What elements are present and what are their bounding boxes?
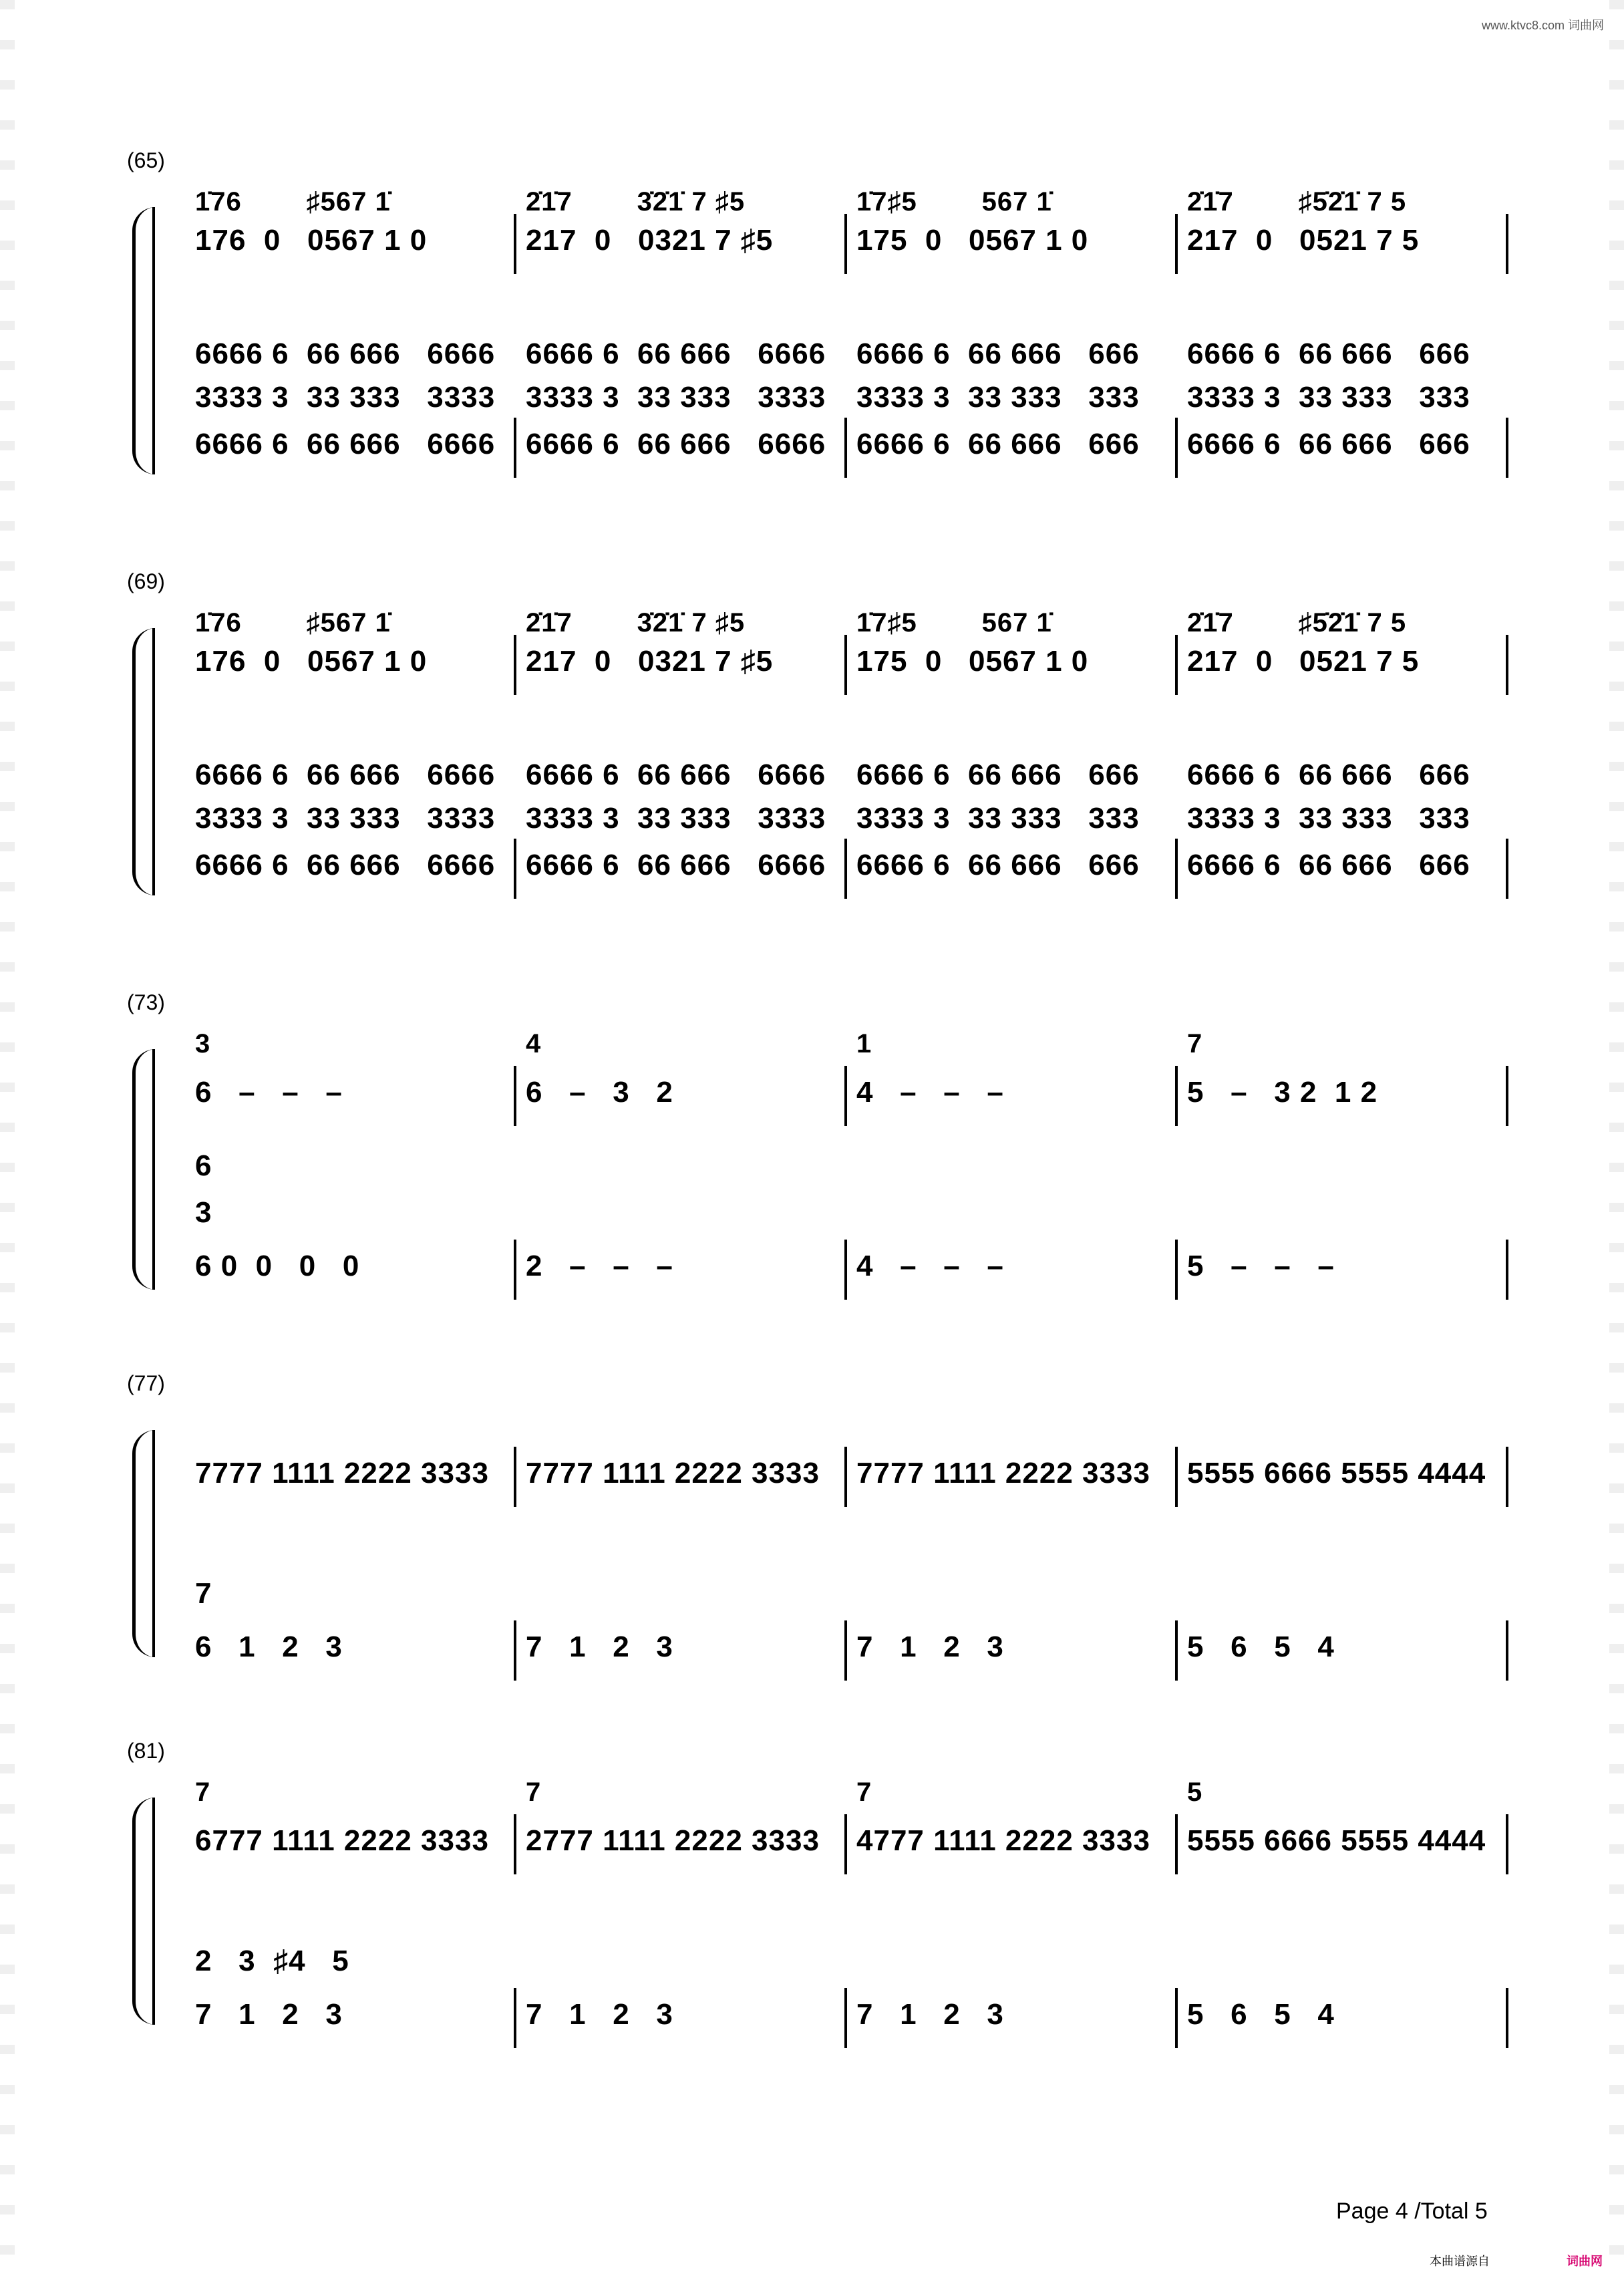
- measure: [1179, 575, 1510, 909]
- notation-lh1: 6666 6 66 666 666: [856, 337, 1140, 370]
- measure: [848, 1744, 1179, 2038]
- measure: [1179, 1377, 1510, 1671]
- notation-rh: 7777 1111 2222 3333: [856, 1457, 1150, 1489]
- notation-lh1: 6666 6 66 666 6666: [526, 758, 826, 791]
- notation-lh3: 7 1 2 3: [526, 1630, 673, 1663]
- notation-rh: 6 – – –: [195, 1076, 343, 1109]
- notation-lh3: 5 6 5 4: [1187, 1998, 1335, 2031]
- notation-lh3: 6 1 2 3: [195, 1630, 343, 1663]
- bar-line: [844, 1620, 847, 1681]
- notation-rh: 175 0 0567 1 0: [856, 645, 1089, 678]
- notation-lh3: 7 1 2 3: [856, 1630, 1004, 1663]
- notation-rh: 217 0 0321 7 ♯5: [526, 224, 774, 257]
- music-system: [127, 569, 1496, 909]
- bar-line: [1175, 1447, 1178, 1507]
- system-start-line: [152, 1049, 155, 1290]
- measure: [518, 1744, 848, 2038]
- measure: [1179, 1744, 1510, 2038]
- header-url: www.ktvc8.com 词曲网: [1481, 19, 1604, 32]
- bar-line: [1175, 1240, 1178, 1300]
- measure: [518, 575, 848, 909]
- measure: [1179, 154, 1510, 488]
- notation-lh3: 5 – – –: [1187, 1250, 1335, 1282]
- bar-line: [1506, 1814, 1508, 1874]
- notation-rh: 2777 1111 2222 3333: [526, 1824, 820, 1857]
- bar-line: [1506, 1988, 1508, 2048]
- notation-lh2: 3333 3 33 333 3333: [526, 802, 826, 835]
- bar-line: [1506, 839, 1508, 899]
- notation-rh-top: 5: [1187, 1777, 1203, 1807]
- bar-line: [1175, 839, 1178, 899]
- notation-lh2: 3333 3 33 333 3333: [195, 802, 496, 835]
- bar-line: [844, 418, 847, 478]
- notation-lh2: 3333 3 33 333 333: [856, 381, 1140, 414]
- bar-line: [844, 635, 847, 695]
- notation-lh2: 7: [195, 1577, 212, 1610]
- notation-lh1: 6666 6 66 666 666: [1187, 337, 1470, 370]
- bar-line: [1506, 1240, 1508, 1300]
- bar-line: [514, 1066, 516, 1126]
- bar-line: [1175, 635, 1178, 695]
- notation-rh-top: 1̇76 ♯567 1̇: [195, 608, 391, 637]
- bar-line: [1175, 1988, 1178, 2048]
- bar-line: [1175, 1066, 1178, 1126]
- notation-rh: 4777 1111 2222 3333: [856, 1824, 1150, 1857]
- bar-line: [1506, 214, 1508, 274]
- notation-rh: 5555 6666 5555 4444: [1187, 1824, 1486, 1857]
- music-system: [127, 1739, 1496, 2038]
- bar-line: [844, 1240, 847, 1300]
- notation-rh: 175 0 0567 1 0: [856, 224, 1089, 257]
- notation-rh: 217 0 0521 7 5: [1187, 224, 1420, 257]
- system-start-line: [152, 1430, 155, 1657]
- notation-lh2: 3333 3 33 333 3333: [195, 381, 496, 414]
- bar-line: [1175, 1814, 1178, 1874]
- notation-lh3: 6666 6 66 666 666: [1187, 428, 1470, 460]
- measure: [518, 154, 848, 488]
- bar-line: [844, 1066, 847, 1126]
- system-start-line: [152, 207, 155, 474]
- music-system: [127, 148, 1496, 488]
- notation-rh: 7777 1111 2222 3333: [526, 1457, 820, 1489]
- bar-line: [1506, 1620, 1508, 1681]
- bar-line: [1506, 418, 1508, 478]
- bar-line: [514, 214, 516, 274]
- bar-line: [1506, 1447, 1508, 1507]
- notation-rh-top: 1: [856, 1029, 872, 1058]
- notation-rh: 217 0 0321 7 ♯5: [526, 645, 774, 678]
- notation-rh-top: 2̇1̇7 3̇2̇1̇ 7 ♯5: [526, 608, 746, 637]
- notation-lh3: 7 1 2 3: [856, 1998, 1004, 2031]
- measure: [187, 1744, 518, 2038]
- notation-rh: 176 0 0567 1 0: [195, 224, 428, 257]
- notation-lh2: 3333 3 33 333 333: [1187, 381, 1470, 414]
- notation-lh3: 2 – – –: [526, 1250, 673, 1282]
- notation-lh2: 3: [195, 1196, 212, 1229]
- bar-line: [844, 214, 847, 274]
- notation-rh: 6777 1111 2222 3333: [195, 1824, 489, 1857]
- measure: [848, 996, 1179, 1303]
- measure: [187, 996, 518, 1303]
- bar-line: [514, 1620, 516, 1681]
- notation-rh-top: 3: [195, 1029, 211, 1058]
- source-site: 词曲网: [1567, 2255, 1603, 2268]
- measure-number: (81): [127, 1739, 165, 1763]
- notation-lh3: 4 – – –: [856, 1250, 1004, 1282]
- notation-rh: 5555 6666 5555 4444: [1187, 1457, 1486, 1489]
- notation-lh3: 6666 6 66 666 6666: [526, 849, 826, 881]
- bar-line: [1175, 214, 1178, 274]
- bar-line: [1506, 1066, 1508, 1126]
- measure: [187, 154, 518, 488]
- measure: [1179, 996, 1510, 1303]
- notation-lh3: 5 6 5 4: [1187, 1630, 1335, 1663]
- right-watermark-strip: [1609, 0, 1624, 2284]
- system-start-line: [152, 1798, 155, 2025]
- notation-lh2: 3333 3 33 333 3333: [526, 381, 826, 414]
- notation-lh3: 7 1 2 3: [526, 1998, 673, 2031]
- page-number: Page 4 /Total 5: [1336, 2198, 1488, 2224]
- source-label: 本曲谱源自: [1430, 2255, 1490, 2268]
- notation-lh2: 3333 3 33 333 333: [1187, 802, 1470, 835]
- system-start-line: [152, 628, 155, 895]
- notation-rh-top: 2̇1̇7 3̇2̇1̇ 7 ♯5: [526, 187, 746, 217]
- notation-rh-top: 7: [856, 1777, 872, 1807]
- bar-line: [514, 1988, 516, 2048]
- bar-line: [514, 635, 516, 695]
- notation-lh1: 6666 6 66 666 666: [856, 758, 1140, 791]
- notation-rh-top: 7: [526, 1777, 542, 1807]
- bar-line: [1506, 635, 1508, 695]
- notation-lh3: 6666 6 66 666 666: [1187, 849, 1470, 881]
- music-system: [127, 990, 1496, 1303]
- notation-lh1: 6: [195, 1149, 212, 1182]
- notation-lh3: 6 0 0 0 0: [195, 1250, 360, 1282]
- measure: [187, 1377, 518, 1671]
- measure-number: (65): [127, 148, 165, 172]
- bar-line: [844, 1814, 847, 1874]
- measure: [848, 154, 1179, 488]
- bar-line: [514, 839, 516, 899]
- notation-rh: 217 0 0521 7 5: [1187, 645, 1420, 678]
- notation-lh3: 6666 6 66 666 666: [856, 849, 1140, 881]
- notation-rh: 7777 1111 2222 3333: [195, 1457, 489, 1489]
- measure-number: (77): [127, 1371, 165, 1395]
- notation-lh3: 6666 6 66 666 6666: [195, 849, 496, 881]
- notation-lh1: 6666 6 66 666 666: [1187, 758, 1470, 791]
- bar-line: [514, 418, 516, 478]
- notation-lh3: 6666 6 66 666 6666: [526, 428, 826, 460]
- notation-rh-top: 1̇7♯5 567 1̇: [856, 187, 1052, 217]
- measure: [518, 996, 848, 1303]
- notation-rh-top: 1̇76 ♯567 1̇: [195, 187, 391, 217]
- notation-rh: 6 – 3 2: [526, 1076, 673, 1109]
- notation-rh: 5 – 3 2 1 2: [1187, 1076, 1378, 1109]
- notation-rh-top: 1̇7♯5 567 1̇: [856, 608, 1052, 637]
- notation-rh: 176 0 0567 1 0: [195, 645, 428, 678]
- measure-number: (73): [127, 990, 165, 1014]
- notation-lh3: 7 1 2 3: [195, 1998, 343, 2031]
- notation-lh3: 6666 6 66 666 666: [856, 428, 1140, 460]
- notation-lh1: 6666 6 66 666 6666: [195, 337, 496, 370]
- notation-rh-top: 2̇1̇7 ♯5̇2̇1̇ 7 5: [1187, 187, 1407, 217]
- measure: [848, 575, 1179, 909]
- notation-rh-top: 7: [195, 1777, 211, 1807]
- measure: [187, 575, 518, 909]
- notation-rh: 4 – – –: [856, 1076, 1004, 1109]
- bar-line: [844, 1988, 847, 2048]
- measure: [518, 1377, 848, 1671]
- bar-line: [844, 839, 847, 899]
- bar-line: [514, 1447, 516, 1507]
- left-watermark-strip: [0, 0, 15, 2284]
- bar-line: [1175, 418, 1178, 478]
- bar-line: [1175, 1620, 1178, 1681]
- notation-lh2: 3333 3 33 333 333: [856, 802, 1140, 835]
- notation-lh3: 6666 6 66 666 6666: [195, 428, 496, 460]
- notation-rh-top: 2̇1̇7 ♯5̇2̇1̇ 7 5: [1187, 608, 1407, 637]
- music-system: [127, 1371, 1496, 1671]
- bar-line: [844, 1447, 847, 1507]
- measure-number: (69): [127, 569, 165, 593]
- bar-line: [514, 1814, 516, 1874]
- notation-lh2: 2 3 ♯4 5: [195, 1945, 349, 1977]
- measure: [848, 1377, 1179, 1671]
- notation-rh-top: 4: [526, 1029, 542, 1058]
- notation-lh1: 6666 6 66 666 6666: [526, 337, 826, 370]
- notation-rh-top: 7: [1187, 1029, 1203, 1058]
- notation-lh1: 6666 6 66 666 6666: [195, 758, 496, 791]
- bar-line: [514, 1240, 516, 1300]
